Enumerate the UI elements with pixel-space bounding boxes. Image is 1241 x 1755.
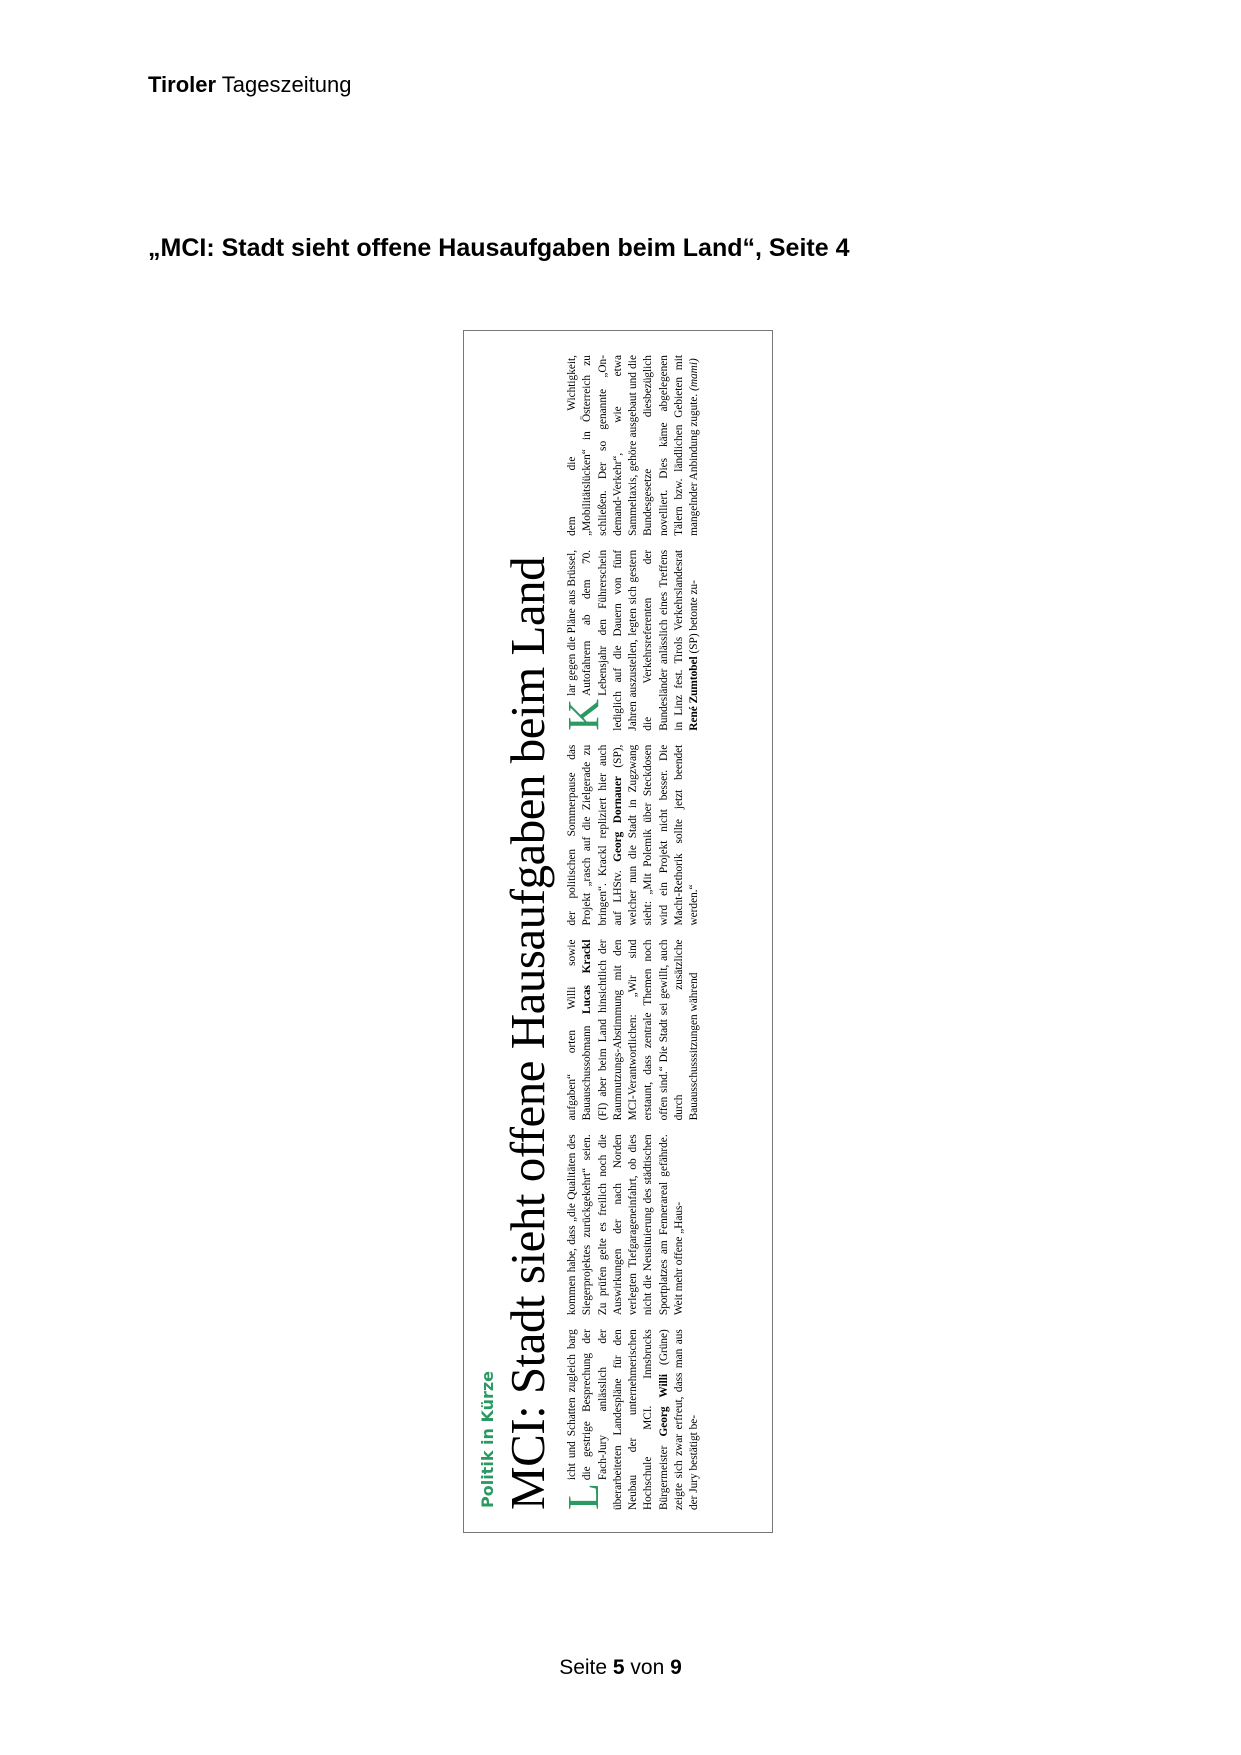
col2-text: kommen habe, dass „die Qualitäten des Siegerprojektes zurückgekehrt“ seien. Zu prüfen gelte es freilich noch die Auswirkungen der nach Norden verlegten Tiefgarageneinfahrt, ob dies nicht die Neusituierung des städtischen Sportplatzes am Fennerareal gefährde. Weit mehr offene „Haus- <box>566 1134 686 1316</box>
article-column-1 <box>559 1329 703 1510</box>
article-column-2 <box>565 1134 703 1315</box>
document-title: „MCI: Stadt sieht offene Hausaufgaben beim Land“, Seite 4 <box>148 234 850 262</box>
page-footer <box>0 1656 1241 1680</box>
col3-text2: (FI) aber beim Land hinsichtlich der Raumnutzungs-Abstimmung mit den MCI-Verantwortlichen: „Wir sind erstaunt, dass zentrale Themen noch offen sind.“ Die Stadt sei gewillt, auch durch zusätzliche Bauausschusssitzungen während <box>596 939 701 1121</box>
dropcap-k: K <box>559 698 608 731</box>
article-columns <box>559 355 703 1510</box>
article-headline: MCI: Stadt sieht offene Hausaufgaben beim Land <box>500 556 555 1510</box>
masthead-bold: Tiroler <box>148 72 217 97</box>
footer-middle: von <box>624 1656 671 1679</box>
masthead <box>148 72 351 98</box>
col5-text1: lar gegen die Pläne aus Brüssel, Autofahrern ab dem 70. Lebensjahr den Führerschein lediglich auf die Dauern von fünf Jahren auszustellen, legten sich gestern die Verkehrsreferenten der Bundesländer anlässlich eines Treffens in Linz fest. Tirols Verkehrslandesrat <box>566 549 686 731</box>
article-column-6 <box>565 355 703 536</box>
masthead-regular: Tageszeitung <box>216 72 352 97</box>
col6-text1: dem die Wichtigkeit, „Mobilitätslücken“ in Österreich zu schließen. Der so genannte „On-demand-Verkehr“, wie etwa Sammeltaxis, gehöre ausgebaut und die Bundesgesetze diesbezüglich novelliert. Dies käme abgelegenen Tälern bzw. ländlichen Gebieten mit mangelnder Anbindung zugute. <box>566 355 701 536</box>
article-kicker: Politik in Kürze <box>478 1370 497 1508</box>
col1-bold1: Georg Willi <box>657 1373 670 1437</box>
col3-bold1: Lucas Krackl <box>581 939 594 1014</box>
footer-prefix: Seite <box>559 1656 613 1679</box>
footer-page-total: 9 <box>670 1656 682 1679</box>
article-column-5 <box>559 549 703 731</box>
col5-bold1: René Zumtobel <box>688 656 701 731</box>
col6-author: (mami) <box>688 358 701 391</box>
footer-page-number: 5 <box>612 1656 625 1679</box>
article-column-3 <box>565 940 703 1121</box>
col1-text2: (Grüne) zeigte sich zwar erfreut, dass man aus der Jury bestätigt be- <box>657 1329 701 1510</box>
col3-text1: aufgaben“ orten Willi sowie Bauauschussobmann <box>566 939 594 1121</box>
col1-text1: icht und Schatten zugleich barg die gestrige Besprechung der Fach-Jury anlässlich der überarbeiteten Landespläne für den Neubau der unternehmerischen Hochschule MCI. Innsbrucks Bürgermeister <box>566 1329 670 1510</box>
dropcap-l: L <box>559 1483 608 1510</box>
col5-text2: (SP) betonte zu- <box>688 580 701 657</box>
clipping-article <box>464 331 773 1533</box>
col4-text2: (SP), welcher nun die Stadt in Zugzwang sieht: „Mit Polemik über Steckdosen wird ein Projekt nicht besser. Die Macht-Rethorik sollte jetzt beendet werden.“ <box>611 744 701 926</box>
col4-text1: der politischen Sommerpause das Projekt „rasch auf die Zielgerade zu bringen“. Krackl repliziert hier auch auf LHStv. <box>566 744 624 926</box>
article-column-4 <box>565 745 703 926</box>
newspaper-clipping <box>463 330 773 1533</box>
col4-bold1: Georg Dornauer <box>611 776 624 862</box>
